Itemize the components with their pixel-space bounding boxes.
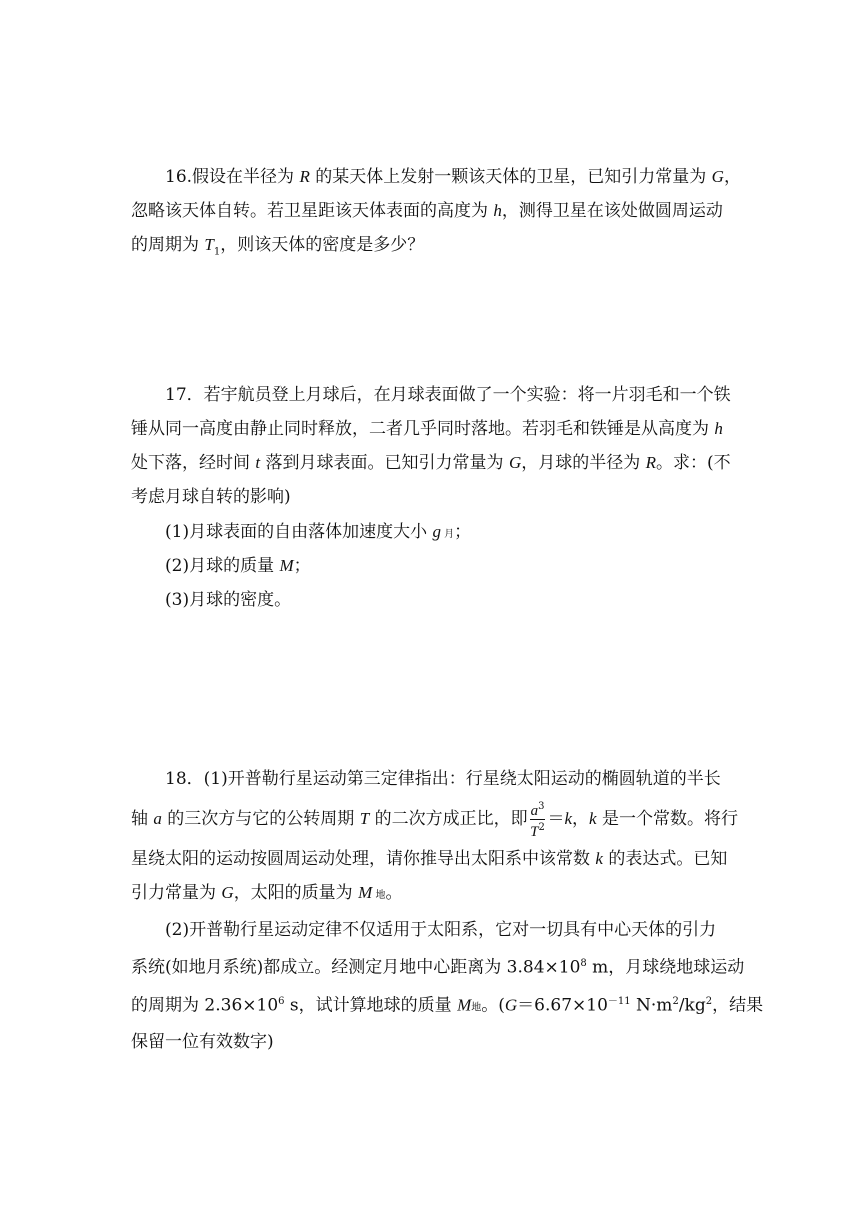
- q17-part-1: (1)月球表面的自由落体加速度大小 g 月；: [165, 522, 472, 542]
- q18-line-4: 引力常量为 G，太阳的质量为 M 地。: [131, 883, 403, 903]
- question-16: [131, 160, 741, 269]
- q17-part-2: (2)月球的质量 M；: [165, 556, 311, 576]
- q17-line-4: 考虑月球自转的影响): [131, 487, 291, 507]
- q16-line-1: 16.假设在半径为 R 的某天体上发射一颗该天体的卫星，已知引力常量为 G，: [165, 167, 741, 187]
- q17-line-1: 17．若宇航员登上月球后，在月球表面做了一个实验：将一片羽毛和一个铁: [165, 385, 731, 405]
- q18-line-3: 星绕太阳的运动按圆周运动处理，请你推导出太阳系中该常数 k 的表达式。已知: [131, 849, 728, 869]
- q18-line-2: 轴 a 的三次方与它的公转周期 T 的二次方成正比，即 $\frac{a^3}{T^2}$ ＝k，k 是一个常数。将行: [131, 801, 738, 840]
- q17-part-3: (3)月球的密度。: [165, 590, 292, 610]
- question-17: [131, 378, 731, 514]
- q17-line-3: 处下落，经时间 t 落到月球表面。已知引力常量为 G，月球的半径为 R。求：(不: [131, 453, 731, 473]
- q18-part-2-line-3: 的周期为 $2.36\times 10^6$ s，试计算地球的质量 M地。($G=6.67\times 10^{-11}$ $N\cdot m^2/kg^2$，结果: [131, 995, 764, 1016]
- q18-part-2-line-4: 保留一位有效数字): [131, 1032, 274, 1053]
- q18-line-1: 18．(1)开普勒行星运动第三定律指出：行星绕太阳运动的椭圆轨道的半长: [165, 769, 721, 789]
- kepler-fraction: $\frac{a^3}{T^2}$: [530, 801, 545, 840]
- question-18: [131, 762, 764, 1059]
- q18-part-2-line-2: 系统(如地月系统)都成立。经测定月地中心距离为 $3.84\times 10^8$ m，月球绕地球运动: [131, 957, 745, 978]
- q17-line-2: 锤从同一高度由静止同时释放，二者几乎同时落地。若羽毛和铁锤是从高度为 h: [131, 419, 723, 439]
- q16-line-2: 忽略该天体自转。若卫星距该天体表面的高度为 h，测得卫星在该处做圆周运动: [131, 201, 723, 221]
- q18-part-2-line-1: (2)开普勒行星运动定律不仅适用于太阳系，它对一切具有中心天体的引力: [165, 920, 717, 940]
- q16-line-3: 的周期为 $T_1$，则该天体的密度是多少？: [131, 235, 425, 258]
